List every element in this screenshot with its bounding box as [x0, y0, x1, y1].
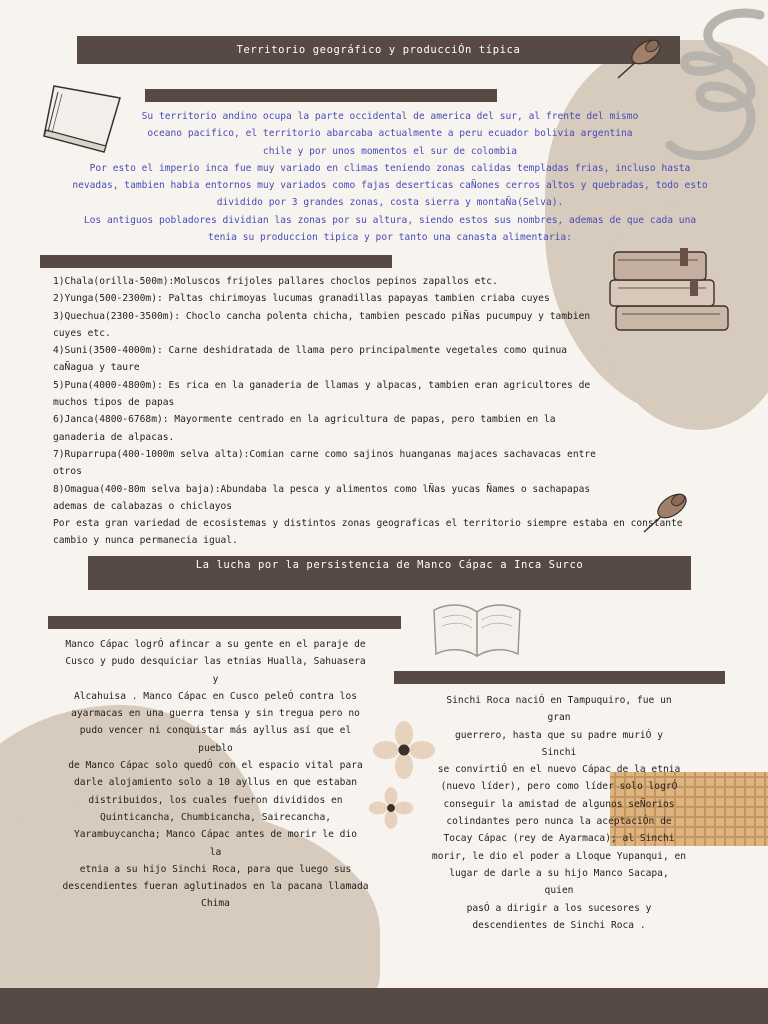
zone-item-chala: 1)Chala(orilla-500m):Moluscos frijoles pallares choclos pepinos zapallos etc.	[53, 276, 498, 287]
section2-title-bar	[88, 556, 691, 590]
zones-list	[53, 273, 683, 550]
zone-item-omagua: 8)Omagua(400-80m selva baja):Abundaba la pesca y alimentos como lÑas yucas Ñames o sachapapas ademas de calabazas o chiclayos	[53, 483, 591, 512]
sinchi-line: quien	[544, 885, 574, 897]
sinchi-line: gran	[547, 712, 571, 724]
section1-title-bar	[77, 36, 680, 64]
sinchi-line: colindantes pero nunca la aceptaciÓn de	[446, 816, 672, 828]
zone-item-puna: 5)Puna(4000-4800m): Es rica en la ganaderia de llamas y alpacas, tambien eran agricultores de muchos tipos de papas	[53, 379, 591, 409]
sinchi-line: (nuevo líder), pero como líder solo logrÓ	[440, 781, 678, 793]
stacked-books-icon	[606, 244, 734, 336]
manco-line: Yarambuycancha; Manco Cápac antes de morir le dio	[73, 829, 358, 841]
manco-line: y	[212, 673, 219, 685]
open-book-icon	[428, 596, 526, 662]
manco-line: Alcahuisa . Manco Cápac en Cusco peleÓ contra los	[73, 690, 358, 702]
intro-text-1: Su territorio andino ocupa la parte occidental de america del sur, al frente del mismo oceano pacifico, el territorio abarcaba actualmente a peru ecuador bolivia argentina chile y por unos momentos el sur de colombia	[141, 111, 639, 157]
sinchi-line: conseguir la amistad de algunos seÑorios	[443, 798, 675, 810]
manco-line: darle alojamiento solo a 10 ayllus en que estaban	[73, 777, 358, 789]
zones-conclusion: Por esta gran variedad de ecosistemas y distintos zonas geograficas el territorio siempre estaba en constante cambio y nunca permanecia igual.	[53, 518, 683, 547]
manco-capac-paragraph	[48, 636, 383, 913]
push-pin-icon	[612, 34, 667, 84]
divider-bar	[394, 671, 725, 684]
manco-line: de Manco Cápac solo quedÓ con el espacio vital para	[68, 760, 363, 772]
zone-item-janca: 6)Janca(4800-6768m): Mayormente centrado en la agricultura de papas, pero tambien en la ganaderia de alpacas.	[53, 414, 556, 443]
manco-line: Cusco y pudo desquiciar las etnias Hualla, Sahuasera	[65, 656, 366, 668]
zone-item-ruparrupa: 7)Ruparrupa(400-1000m selva alta):Comian carne como sajinos huanganas majaces sachavacas entre otros	[53, 448, 596, 478]
manco-line: distribuidos, los cuales fueron divididos en	[88, 794, 343, 806]
divider-bar	[48, 616, 401, 629]
intro-text-3: Los antiguos pobladores dividian las zonas por su altura, siendo estos sus nombres, ademas de que cada una tenia su produccion tipica y por tanto una canasta alimentaria:	[83, 214, 697, 244]
sinchi-line: Sinchi Roca naciÓ en Tampuquiro, fue un	[446, 695, 672, 706]
intro-text-2: Por esto el imperio inca fue muy variado en climas teniendo zonas calidas templadas frias, incluso hasta nevadas, tambien habia entornos muy variados como fajas deserticas caÑones cerros altos y quebradas, todo esto dividido por 3 grandes zonas, costa sierra y montaÑa(Selva).	[72, 162, 708, 209]
zone-item-suni: 4)Suni(3500-4000m): Carne deshidratada de llama pero principalmente vegetales como quinua caÑagua y taure	[53, 345, 568, 374]
section1-title: Territorio geográfico y producciÓn típica	[236, 44, 521, 56]
sinchi-line: descendientes de Sinchi Roca .	[472, 919, 646, 931]
sinchi-line: Tocay Cápac (rey de Ayarmaca); al Sinchi	[443, 833, 675, 845]
zone-item-quechua: 3)Quechua(2300-3500m): Choclo cancha polenta chicha, tambien pescado piÑas pucumpuy y tambien cuyes etc.	[53, 310, 591, 339]
manco-line: ayarmacas en una guerra tensa y sin tregua pero no	[71, 708, 360, 720]
divider-bar	[40, 255, 392, 268]
sinchi-line: morir, le dio el poder a Lloque Yupanqui, en	[431, 850, 687, 862]
intro-paragraph	[72, 108, 708, 246]
section2-title: La lucha por la persistencia de Manco Cápac a Inca Surco	[195, 559, 584, 571]
sinchi-line: se convirtiÓ en el nuevo Cápac de la etnia	[437, 764, 681, 776]
zone-item-yunga: 2)Yunga(500-2300m): Paltas chirimoyas lucumas granadillas papayas tambien criaba cuyes	[53, 293, 550, 305]
sinchi-line: pasÓ a dirigir a los sucesores y	[466, 902, 652, 914]
footer-bar	[0, 988, 768, 1024]
sinchi-line: Sinchi	[541, 746, 577, 758]
manco-line: etnia a su hijo Sinchi Roca, para que luego sus	[79, 863, 352, 875]
manco-line: Manco Cápac logrÓ afincar a su gente en el paraje de	[65, 639, 366, 650]
sinchi-line: guerrero, hasta que su padre muriÓ y	[455, 729, 663, 741]
sinchi-roca-paragraph	[425, 692, 693, 934]
manco-line: descendientes fueran aglutinados en la pacana llamada	[62, 881, 369, 893]
manco-line: pueblo	[198, 742, 233, 754]
manco-line: Quinticancha, Chumbicancha, Sairecancha,	[99, 811, 332, 823]
manco-line: la	[209, 846, 222, 858]
manco-line: Chima	[201, 898, 230, 910]
sinchi-line: lugar de darle a su hijo Manco Sacapa,	[449, 867, 669, 879]
manco-line: pudo vencer ni conquistar más ayllus así que el	[79, 725, 352, 737]
divider-bar	[145, 89, 497, 102]
